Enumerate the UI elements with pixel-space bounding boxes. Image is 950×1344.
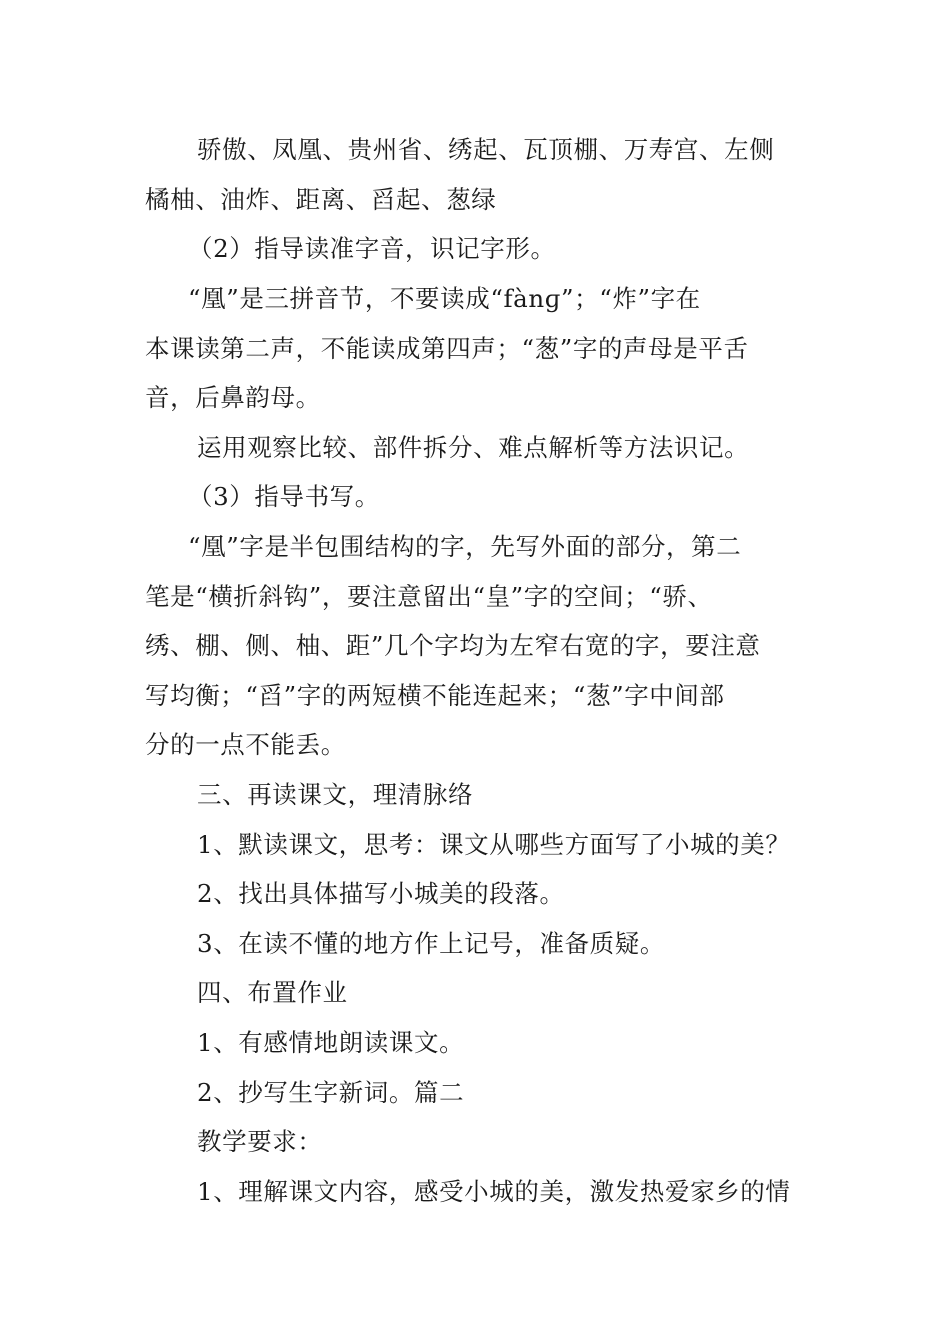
section-heading: 三、再读课文，理清脉络: [197, 780, 474, 809]
text-line: 本课读第二声，不能读成第四声；“葱”字的声母是平舌: [145, 334, 749, 363]
text-line: （2）指导读准字音，识记字形。: [188, 234, 556, 263]
text-line: 1、理解课文内容，感受小城的美，激发热爱家乡的情: [197, 1177, 791, 1206]
text-line: 音，后鼻韵母。: [145, 383, 321, 412]
text-line: （3）指导书写。: [188, 482, 380, 511]
text-line: 橘柚、油炸、距离、舀起、葱绿: [145, 185, 497, 214]
text-line: 骄傲、凤凰、贵州省、绣起、瓦顶棚、万寿宫、左侧: [197, 135, 775, 164]
section-heading: 四、布置作业: [197, 978, 348, 1007]
text-line: “凰”字是半包围结构的字，先写外面的部分，第二: [188, 532, 742, 561]
text-line: 3、在读不懂的地方作上记号，准备质疑。: [197, 929, 665, 958]
text-line: 2、找出具体描写小城美的段落。: [197, 879, 565, 908]
text-line: “凰”是三拼音节，不要读成“fànɡ”；“炸”字在: [188, 284, 701, 313]
text-line: 运用观察比较、部件拆分、难点解析等方法识记。: [197, 433, 750, 462]
text-line: 1、默读课文，思考：课文从哪些方面写了小城的美？: [197, 830, 791, 859]
text-line: 分的一点不能丢。: [145, 730, 346, 759]
text-line: 笔是“横折斜钩”，要注意留出“皇”字的空间；“骄、: [145, 582, 713, 611]
text-line: 写均衡；“舀”字的两短横不能连起来；“葱”字中间部: [145, 681, 725, 710]
text-line: 2、抄写生字新词。篇二: [197, 1078, 465, 1107]
text-line: 教学要求：: [197, 1127, 323, 1156]
text-line: 1、有感情地朗读课文。: [197, 1028, 465, 1057]
text-line: 绣、棚、侧、柚、距”几个字均为左窄右宽的字，要注意: [145, 631, 761, 660]
